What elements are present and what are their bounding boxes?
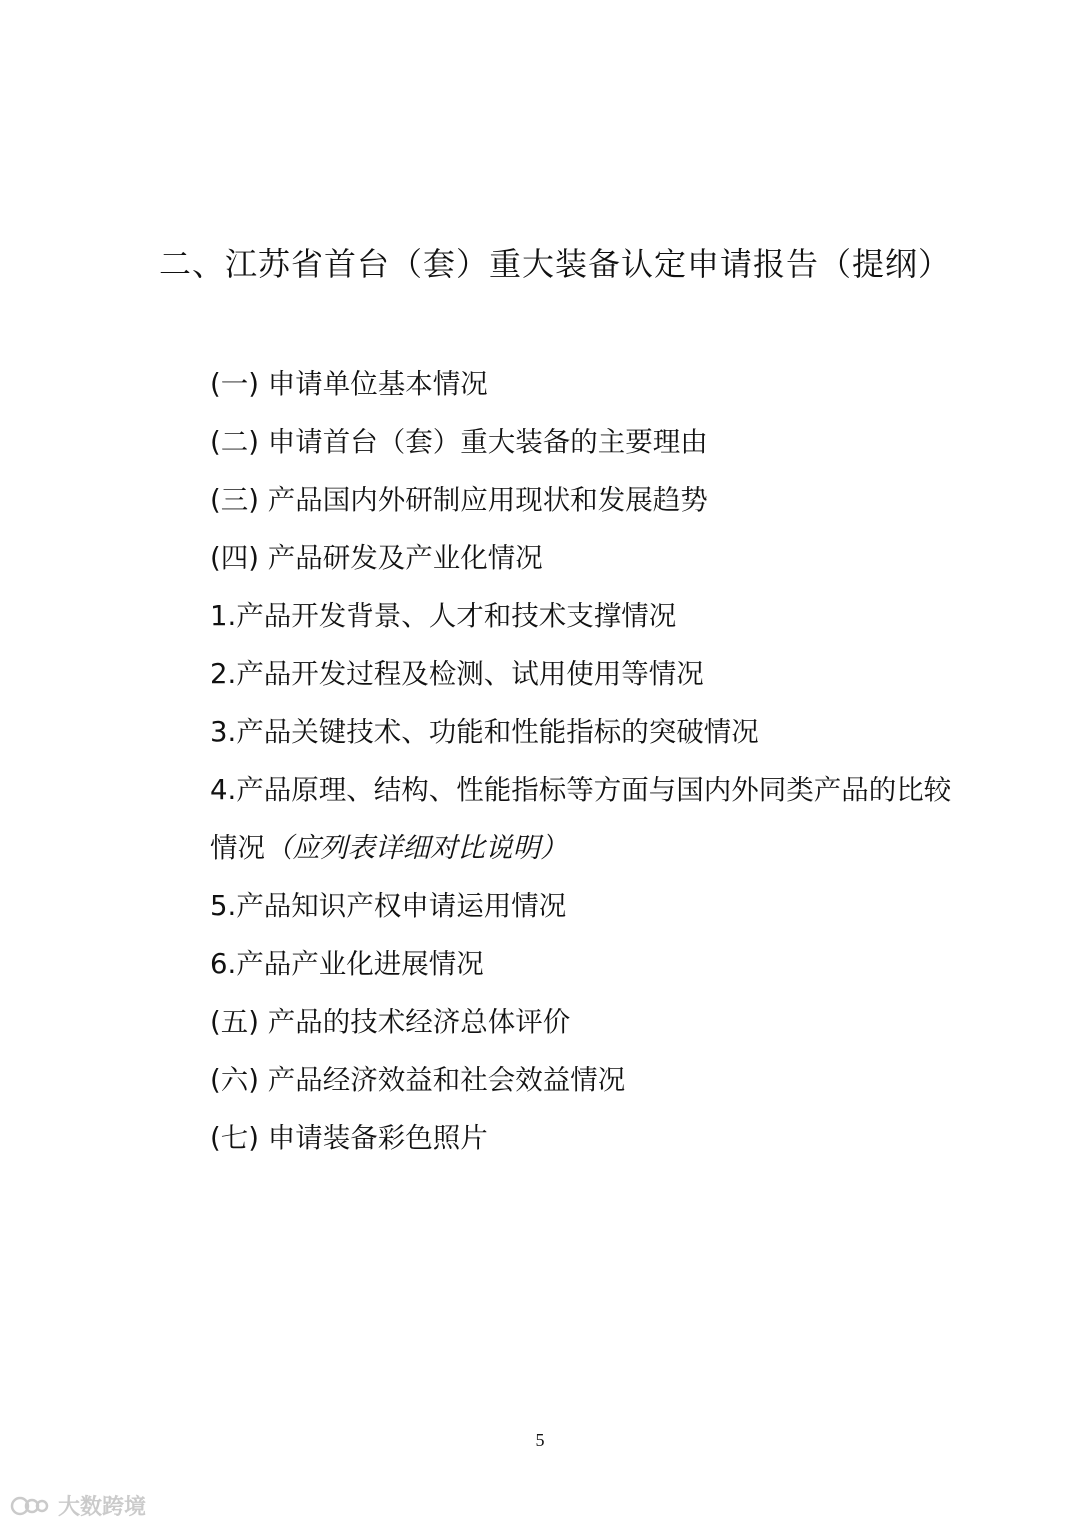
outline-item-7: (七) 申请装备彩色照片	[210, 1122, 488, 1154]
logo-icon	[10, 1494, 52, 1518]
outline-list	[210, 355, 970, 1167]
outline-subitem-4-note: （应列表详细对比说明）	[265, 832, 568, 864]
outline-item-4: (四) 产品研发及产业化情况	[210, 542, 543, 574]
watermark	[10, 1490, 146, 1521]
outline-subitem-5: 5.产品知识产权申请运用情况	[210, 890, 567, 922]
outline-item-6: (六) 产品经济效益和社会效益情况	[210, 1064, 626, 1096]
watermark-text: 大数跨境	[58, 1495, 147, 1520]
outline-subitem-1: 1.产品开发背景、人才和技术支撑情况	[210, 600, 677, 632]
outline-subitem-2: 2.产品开发过程及检测、试用使用等情况	[210, 658, 704, 690]
outline-subitem-4-text: 4.产品原理、结构、性能指标等方面与国内外同类产品的比较情况	[210, 774, 952, 864]
outline-item-3: (三) 产品国内外研制应用现状和发展趋势	[210, 484, 708, 516]
outline-item-2: (二) 申请首台（套）重大装备的主要理由	[210, 426, 708, 458]
outline-subitem-4	[210, 761, 970, 877]
document-title: 二、江苏省首台（套）重大装备认定申请报告（提纲）	[158, 245, 951, 283]
outline-subitem-6: 6.产品产业化进展情况	[210, 948, 484, 980]
outline-subitem-3: 3.产品关键技术、功能和性能指标的突破情况	[210, 716, 759, 748]
outline-item-5: (五) 产品的技术经济总体评价	[210, 1006, 571, 1038]
outline-item-1: (一) 申请单位基本情况	[210, 368, 488, 400]
page-number: 5	[535, 1430, 545, 1450]
